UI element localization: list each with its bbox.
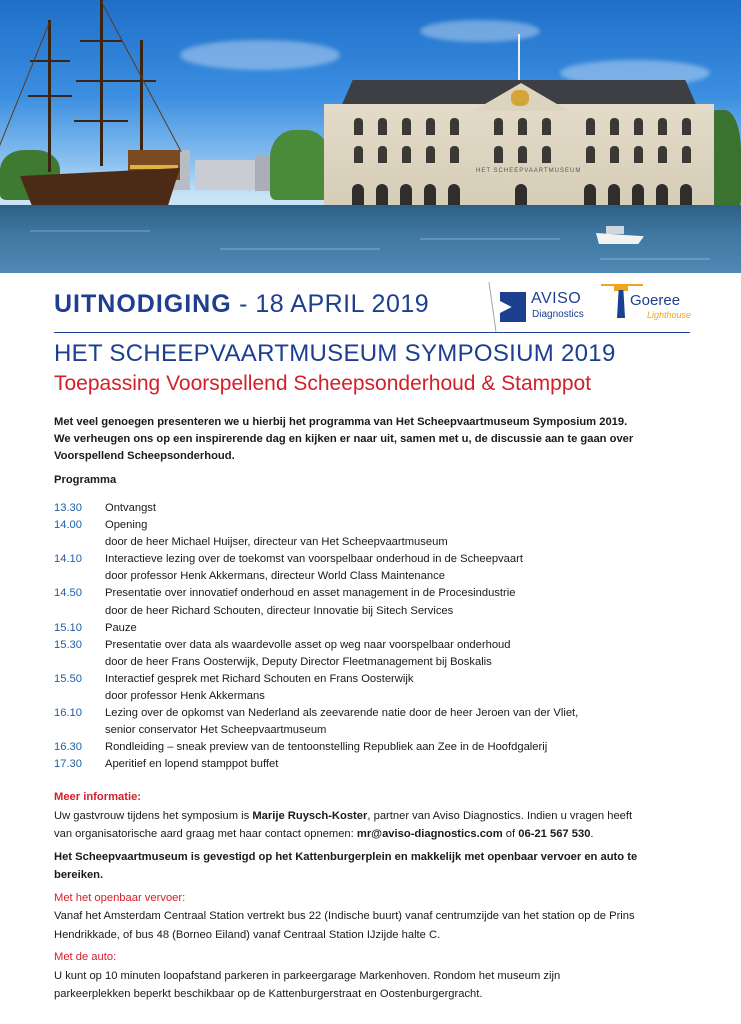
more-info-section (54, 788, 724, 1004)
page-title: HET SCHEEPVAARTMUSEUM SYMPOSIUM 2019 (54, 340, 616, 367)
schedule-speaker: door de heer Richard Schouten, directeur Innovatie bij Sitech Services (105, 604, 454, 617)
schedule-item (54, 585, 714, 619)
schedule-time: 15.30 (54, 638, 82, 651)
contact-text: . (590, 828, 594, 840)
intro-line: We verheugen ons op een inspirerende dag en kijken er naar uit, samen met u, de discussie aan te gaan over (54, 433, 634, 445)
contact-text: van organisatorische aard graag met haar contact opnemen: (54, 828, 357, 840)
car-line: U kunt op 10 minuten loopafstand parkeren in parkeergarage Markenhoven. Rondom het museum zijn (54, 969, 561, 982)
car-line: parkeerplekken beperkt beschikbaar op de Kattenburgerstraat en Oostenburgergracht. (54, 988, 483, 1000)
schedule-desc: Lezing over de opkomst van Nederland als zeevarende natie door de heer Jeroen van der Vliet, (105, 707, 579, 720)
schedule-speaker: door professor Henk Akkermans (105, 690, 265, 703)
intro-line: Met veel genoegen presenteren we u hierbij het programma van Het Scheepvaartmuseum Symposium 2019. (54, 416, 628, 428)
schedule-item (54, 671, 714, 705)
contact-paragraph (54, 825, 724, 844)
schedule-item (54, 756, 714, 773)
contact-text: of (502, 828, 519, 840)
schedule-speaker: door de heer Michael Huijser, directeur van Het Scheepvaartmuseum (105, 536, 448, 549)
location-line: bereiken. (54, 869, 104, 881)
transit-line: Hendrikkade, of bus 48 (Borneo Eiland) vanaf Centraal Station IJzijde halte C. (54, 928, 441, 941)
schedule-item (54, 517, 714, 551)
schedule-time: 14.50 (54, 587, 82, 600)
schedule-desc: Opening (105, 519, 148, 532)
host-text: , partner van Aviso Diagnostics. Indien u vragen heeft (367, 809, 633, 822)
schedule-desc: Interactief gesprek met Richard Schouten en Frans Oosterwijk (105, 672, 414, 685)
goeree-logo-sub: Lighthouse (647, 310, 692, 320)
aviso-logo-name: AVISO (531, 290, 582, 307)
schedule-item (54, 620, 714, 637)
more-info-heading: Meer informatie: (54, 791, 142, 803)
schedule-time: 15.10 (54, 621, 82, 634)
museum-crest (511, 90, 529, 106)
invitation-heading (54, 290, 429, 319)
host-name: Marije Ruysch-Koster (252, 809, 368, 822)
heading-divider (54, 332, 690, 333)
schedule-item (54, 705, 714, 739)
schedule-desc: Pauze (105, 621, 137, 634)
schedule-time: 17.30 (54, 758, 82, 771)
transit-heading: Met het openbaar vervoer: (54, 891, 186, 904)
schedule-item (54, 637, 714, 671)
invite-date: - 18 APRIL 2019 (239, 290, 430, 318)
program-heading: Programma (54, 474, 117, 486)
schedule-speaker: door de heer Frans Oosterwijk, Deputy Director Fleetmanagement bij Boskalis (105, 655, 492, 668)
contact-phone[interactable]: 06-21 567 530 (518, 828, 591, 840)
schedule-desc: Ontvangst (105, 502, 156, 514)
aviso-mark-icon (500, 292, 526, 322)
car-heading: Met de auto: (54, 951, 117, 963)
host-paragraph (54, 807, 724, 826)
schedule-item (54, 500, 714, 517)
schedule-time: 14.10 (54, 553, 82, 566)
aviso-logo-sub: Diagnostics (532, 309, 584, 320)
schedule-time: 16.10 (54, 707, 82, 720)
schedule-desc: Aperitief en lopend stamppot buffet (105, 758, 279, 771)
hero-photo (0, 0, 741, 273)
schedule-desc: Presentatie over innovatief onderhoud en asset management in de Procesindustrie (105, 587, 516, 600)
host-text: Uw gastvrouw tijdens het symposium is (54, 809, 253, 822)
schedule-time: 16.30 (54, 741, 82, 754)
transit-line: Vanaf het Amsterdam Centraal Station vertrekt bus 22 (Indische buurt) vanaf centrumzijde van het station op de Prins (54, 910, 635, 922)
goeree-logo-name: Goeree (630, 292, 681, 309)
invite-label: UITNODIGING (54, 290, 232, 318)
page-subtitle: Toepassing Voorspellend Scheepsonderhoud & Stamppot (54, 372, 592, 395)
schedule-desc: Interactieve lezing over de toekomst van voorspelbaar onderhoud in de Scheepvaart (105, 553, 523, 566)
schedule-time: 13.30 (54, 502, 82, 514)
location-line: Het Scheepvaartmuseum is gevestigd op het Kattenburgerplein en makkelijk met openbaar vervoer en auto te (54, 850, 638, 863)
schedule-desc: Rondleiding – sneak preview van de tentoonstelling Republiek aan Zee in de Hoofdgalerij (105, 741, 548, 754)
schedule-desc: Presentatie over data als waardevolle asset op weg naar voorspelbaar onderhoud (105, 638, 511, 651)
schedule-speaker: senior conservator Het Scheepvaartmuseum (105, 724, 327, 737)
lighthouse-icon (617, 290, 625, 318)
contact-email-link[interactable]: mr@aviso-diagnostics.com (356, 828, 503, 840)
intro-line: Voorspellend Scheepsonderhoud. (54, 450, 235, 462)
schedule-time: 15.50 (54, 672, 82, 685)
intro-paragraph (54, 414, 714, 465)
schedule-speaker: door professor Henk Akkermans, directeur World Class Maintenance (105, 570, 445, 583)
schedule-time: 14.00 (54, 519, 82, 532)
museum-sign: HET SCHEEPVAARTMUSEUM (476, 168, 582, 174)
schedule-item (54, 739, 714, 756)
program-schedule (54, 500, 714, 774)
schedule-item (54, 551, 714, 585)
